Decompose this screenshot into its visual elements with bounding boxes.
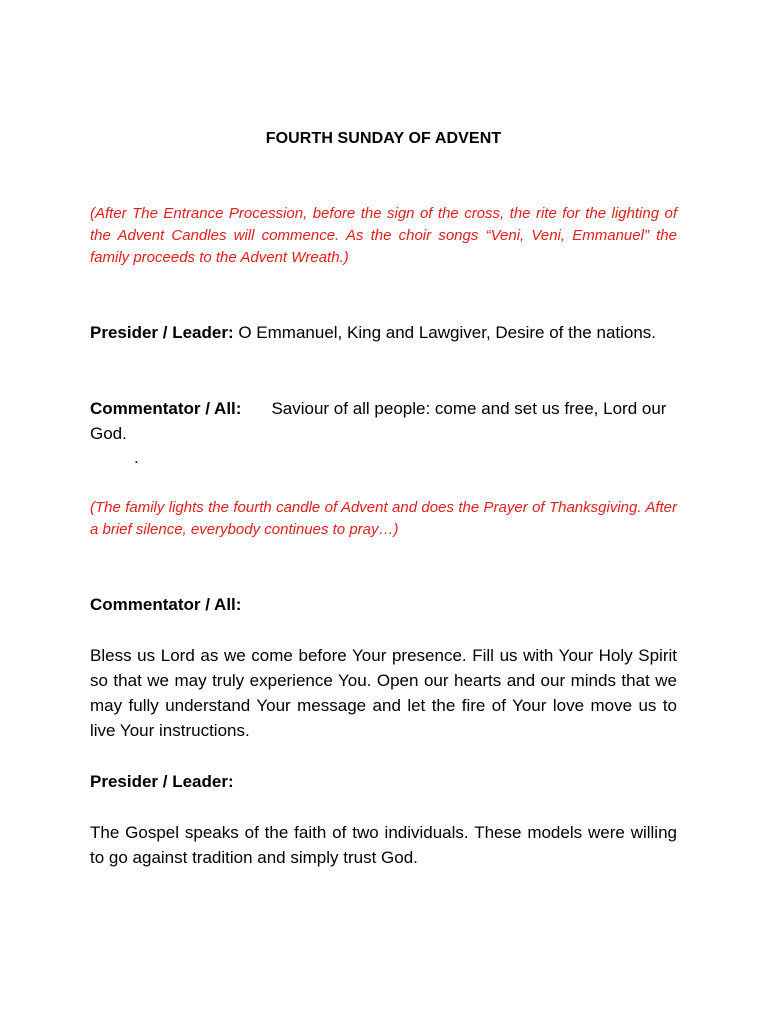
gospel-paragraph: The Gospel speaks of the faith of two individuals. These models were willing to go against tradition and simply trust God. [90, 823, 677, 867]
commentator-heading-2 [90, 592, 677, 617]
rubric-candle-instructions: (The family lights the fourth candle of Advent and does the Prayer of Thanksgiving. After a brief silence, everybody continues to pray…) [90, 499, 677, 538]
presider-label: Presider / Leader: [90, 772, 234, 791]
rubric-entrance-instructions: (After The Entrance Procession, before the sign of the cross, the rite for the lighting of the Advent Candles will commence. As the choir songs “Veni, Veni, Emmanuel” the family proceeds to the Advent Wreath.) [90, 205, 677, 266]
document-title: FOURTH SUNDAY OF ADVENT [265, 130, 502, 147]
presider-text: O Emmanuel, King and Lawgiver, Desire of the nations. [238, 323, 657, 342]
commentator-response-1 [90, 396, 677, 446]
commentator-label: Commentator / All: [90, 399, 242, 418]
commentator-label: Commentator / All: [90, 595, 242, 614]
commentator-text: Saviour of all people: come and set us free, Lord our God. [90, 399, 667, 443]
presider-label: Presider / Leader: [90, 323, 234, 342]
prayer-paragraph: Bless us Lord as we come before Your presence. Fill us with Your Holy Spirit so that we may truly experience You. Open our hearts and our minds that we may fully understand Your message and let the fire of Your love move us to live Your instructions. [90, 646, 677, 740]
presider-heading-2 [90, 769, 677, 794]
presider-response-1 [90, 320, 677, 345]
stray-dot: . [134, 448, 139, 467]
